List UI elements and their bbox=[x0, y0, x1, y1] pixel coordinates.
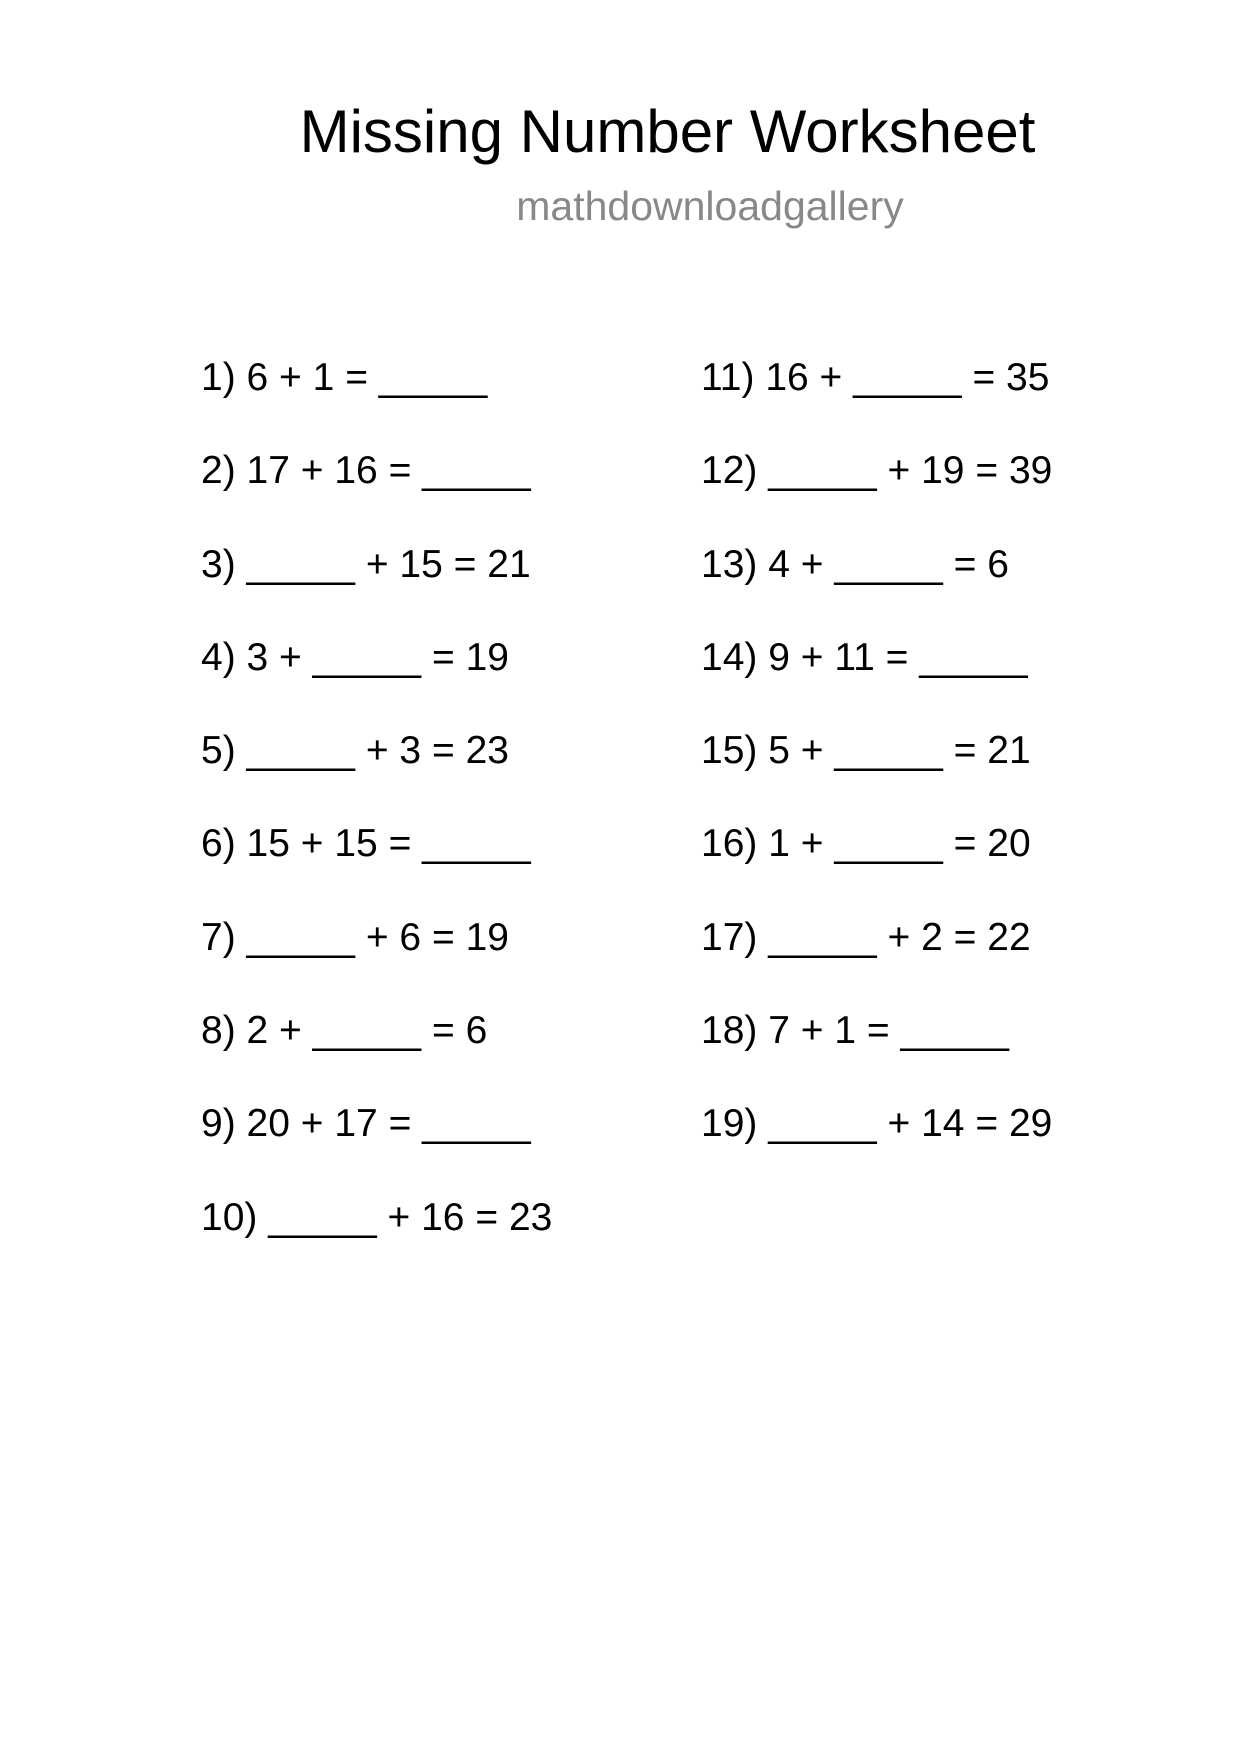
problem-item bbox=[201, 821, 552, 914]
problem-number: 17) bbox=[701, 915, 758, 959]
problem-item bbox=[701, 1008, 1052, 1101]
problem-number: 7) bbox=[201, 915, 236, 959]
problem-item bbox=[201, 355, 552, 448]
problem-equation: 2 + _____ = 6 bbox=[246, 1009, 488, 1053]
problem-number: 10) bbox=[201, 1195, 258, 1239]
problem-equation: 1 + _____ = 20 bbox=[768, 822, 1031, 866]
problem-number: 6) bbox=[201, 822, 236, 866]
problem-number: 9) bbox=[201, 1102, 236, 1146]
problem-item bbox=[201, 728, 552, 821]
problem-equation: _____ + 3 = 23 bbox=[246, 729, 509, 773]
problem-number: 16) bbox=[701, 822, 758, 866]
problem-number: 12) bbox=[701, 449, 758, 493]
problem-equation: 20 + 17 = _____ bbox=[246, 1102, 531, 1146]
problem-equation: _____ + 2 = 22 bbox=[768, 915, 1031, 959]
problem-item bbox=[701, 1101, 1052, 1194]
problem-number: 19) bbox=[701, 1102, 758, 1146]
problem-number: 5) bbox=[201, 729, 236, 773]
problem-equation: _____ + 19 = 39 bbox=[768, 449, 1053, 493]
problem-equation: 5 + _____ = 21 bbox=[768, 729, 1031, 773]
problem-item bbox=[201, 448, 552, 541]
problem-item bbox=[201, 635, 552, 728]
problem-equation: 17 + 16 = _____ bbox=[246, 449, 531, 493]
problem-item bbox=[201, 1008, 552, 1101]
problem-number: 4) bbox=[201, 635, 236, 679]
problem-item bbox=[701, 635, 1052, 728]
worksheet-source: mathdownloadgallery bbox=[516, 183, 904, 229]
problem-equation: 9 + 11 = _____ bbox=[768, 635, 1028, 679]
problem-equation: _____ + 6 = 19 bbox=[246, 915, 509, 959]
problem-item bbox=[701, 821, 1052, 914]
problem-number: 11) bbox=[701, 356, 755, 399]
problem-equation: _____ + 14 = 29 bbox=[768, 1102, 1053, 1146]
problem-item bbox=[201, 542, 552, 635]
problem-number: 13) bbox=[701, 542, 758, 586]
problem-equation: 15 + 15 = _____ bbox=[246, 822, 531, 866]
problem-item bbox=[201, 915, 552, 1008]
problem-equation: 4 + _____ = 6 bbox=[768, 542, 1009, 586]
problem-item bbox=[201, 1101, 552, 1194]
problem-equation: 7 + 1 = _____ bbox=[768, 1009, 1009, 1053]
problem-item bbox=[701, 542, 1052, 635]
problem-equation: _____ + 15 = 21 bbox=[246, 542, 531, 586]
problem-equation: 6 + 1 = _____ bbox=[246, 356, 488, 399]
problems-right-column bbox=[701, 355, 1052, 1195]
problem-item bbox=[701, 728, 1052, 821]
worksheet-title: Missing Number Worksheet bbox=[299, 98, 1036, 165]
problem-equation: 3 + _____ = 19 bbox=[246, 635, 509, 679]
problem-number: 18) bbox=[701, 1009, 758, 1053]
problem-number: 2) bbox=[201, 449, 236, 493]
problem-item bbox=[701, 448, 1052, 541]
problem-number: 1) bbox=[201, 356, 236, 399]
problem-equation: 16 + _____ = 35 bbox=[765, 356, 1050, 399]
problem-item bbox=[701, 355, 1052, 448]
problems-left-column bbox=[201, 355, 552, 1288]
problem-item bbox=[701, 915, 1052, 1008]
problem-number: 3) bbox=[201, 542, 236, 586]
problem-equation: _____ + 16 = 23 bbox=[268, 1195, 553, 1239]
problem-item bbox=[201, 1195, 552, 1288]
problem-number: 8) bbox=[201, 1009, 236, 1053]
problem-number: 15) bbox=[701, 729, 758, 773]
problem-number: 14) bbox=[701, 635, 758, 679]
